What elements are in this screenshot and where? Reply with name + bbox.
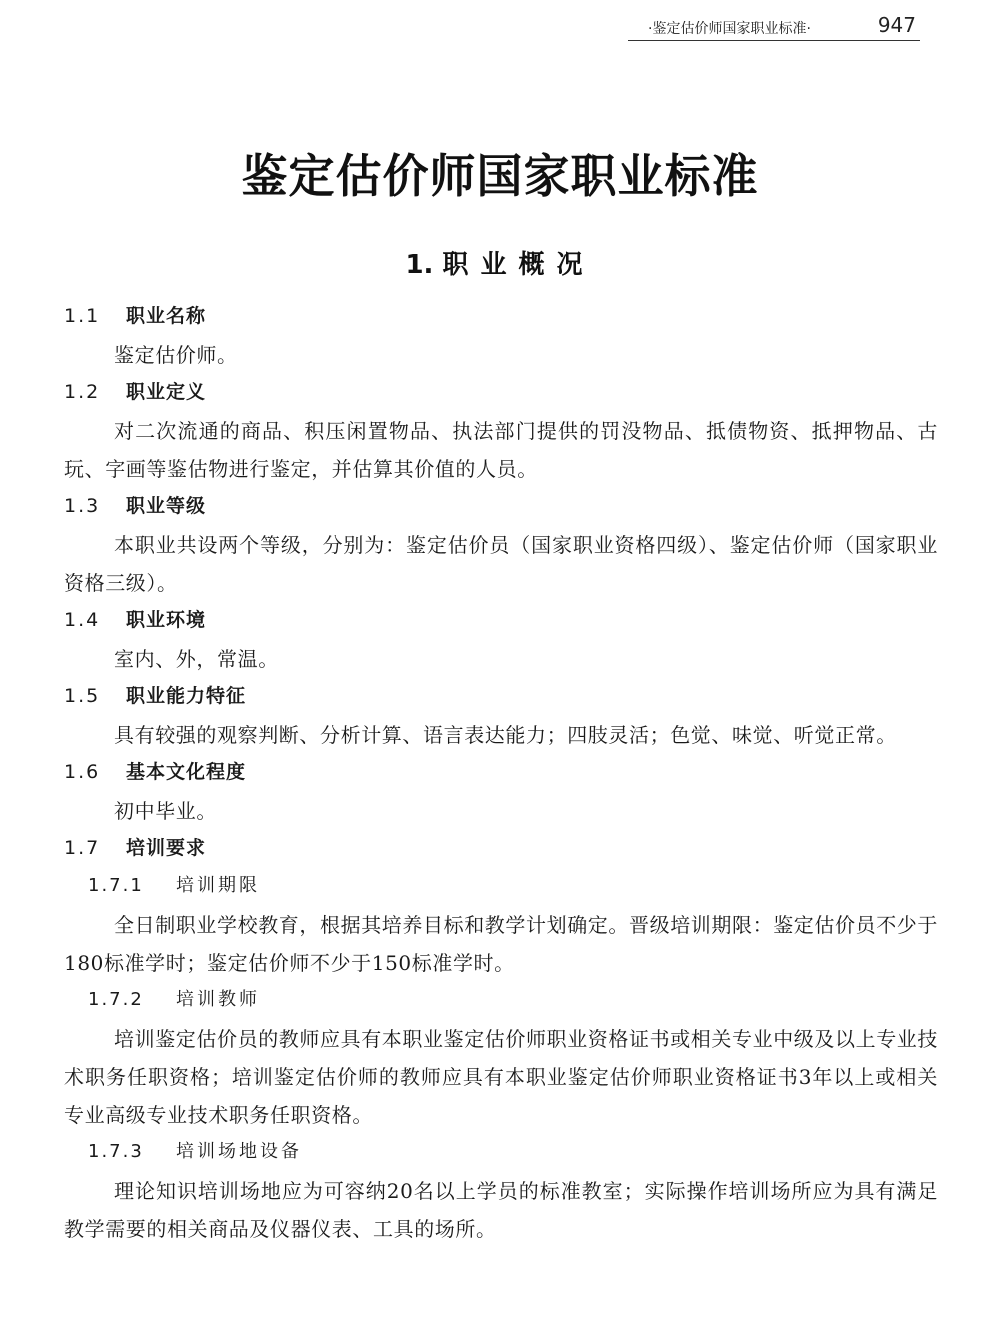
subheading-text: 培训场地设备 <box>176 1141 302 1162</box>
heading-text: 职业能力特征 <box>126 685 247 707</box>
heading-1-4 <box>64 602 938 640</box>
heading-1-5 <box>64 678 938 716</box>
subheading-text: 培训期限 <box>176 875 260 896</box>
document-title: 鉴定估价师国家职业标准 <box>241 149 759 203</box>
heading-text: 职业定义 <box>126 381 207 403</box>
heading-number: 1.3 <box>64 495 101 517</box>
paragraph-1-7-2: 培训鉴定估价员的教师应具有本职业鉴定估价师职业资格证书或相关专业中级及以上专业技术职务任职资格；培训鉴定估价师的教师应具有本职业鉴定估价师职业资格证书3年以上或相关专业高级专业技术职务任职资格。 <box>64 1027 938 1127</box>
section-title-text: 职业概况 <box>442 250 595 280</box>
subheading-1-7-2 <box>64 982 938 1020</box>
paragraph-1-4: 室内、外，常温。 <box>114 647 279 671</box>
subheading-number: 1.7.3 <box>88 1141 144 1162</box>
paragraph-1-7-3: 理论知识培训场地应为可容纳20名以上学员的标准教室；实际操作培训场所应为具有满足教学需要的相关商品及仪器仪表、工具的场所。 <box>64 1179 938 1241</box>
subheading-1-7-3 <box>64 1134 938 1172</box>
heading-number: 1.1 <box>64 305 101 327</box>
heading-text: 基本文化程度 <box>126 761 247 783</box>
paragraph-1-5: 具有较强的观察判断、分析计算、语言表达能力；四肢灵活；色觉、味觉、听觉正常。 <box>114 723 897 747</box>
heading-1-3 <box>64 488 938 526</box>
paragraph-1-3: 本职业共设两个等级，分别为：鉴定估价员（国家职业资格四级）、鉴定估价师（国家职业资格三级）。 <box>64 533 938 595</box>
heading-number: 1.5 <box>64 685 101 707</box>
paragraph-1-2: 对二次流通的商品、积压闲置物品、执法部门提供的罚没物品、抵债物资、抵押物品、古玩、字画等鉴估物进行鉴定，并估算其价值的人员。 <box>64 419 938 481</box>
heading-text: 职业名称 <box>126 305 207 327</box>
paragraph-1-6: 初中毕业。 <box>114 799 217 823</box>
heading-1-7 <box>64 830 938 868</box>
running-header <box>628 12 920 41</box>
subheading-number: 1.7.2 <box>88 989 144 1010</box>
running-title: ·鉴定估价师国家职业标准· <box>648 21 811 37</box>
subheading-1-7-1 <box>64 868 938 906</box>
heading-1-1 <box>64 298 938 336</box>
subheading-number: 1.7.1 <box>88 875 144 896</box>
page-number: 947 <box>877 13 916 37</box>
heading-1-6 <box>64 754 938 792</box>
heading-1-2 <box>64 374 938 412</box>
heading-text: 职业环境 <box>126 609 207 631</box>
subheading-text: 培训教师 <box>176 989 260 1010</box>
section-number: 1. <box>405 250 434 280</box>
section-heading <box>0 244 1000 281</box>
document-body <box>64 298 938 1248</box>
heading-number: 1.2 <box>64 381 101 403</box>
paragraph-1-7-1: 全日制职业学校教育，根据其培养目标和教学计划确定。晋级培训期限：鉴定估价员不少于180标准学时；鉴定估价师不少于150标准学时。 <box>64 913 938 975</box>
heading-number: 1.4 <box>64 609 101 631</box>
heading-text: 培训要求 <box>126 837 207 859</box>
heading-number: 1.6 <box>64 761 101 783</box>
paragraph-1-1: 鉴定估价师。 <box>114 343 238 367</box>
heading-text: 职业等级 <box>126 495 207 517</box>
heading-number: 1.7 <box>64 837 101 859</box>
